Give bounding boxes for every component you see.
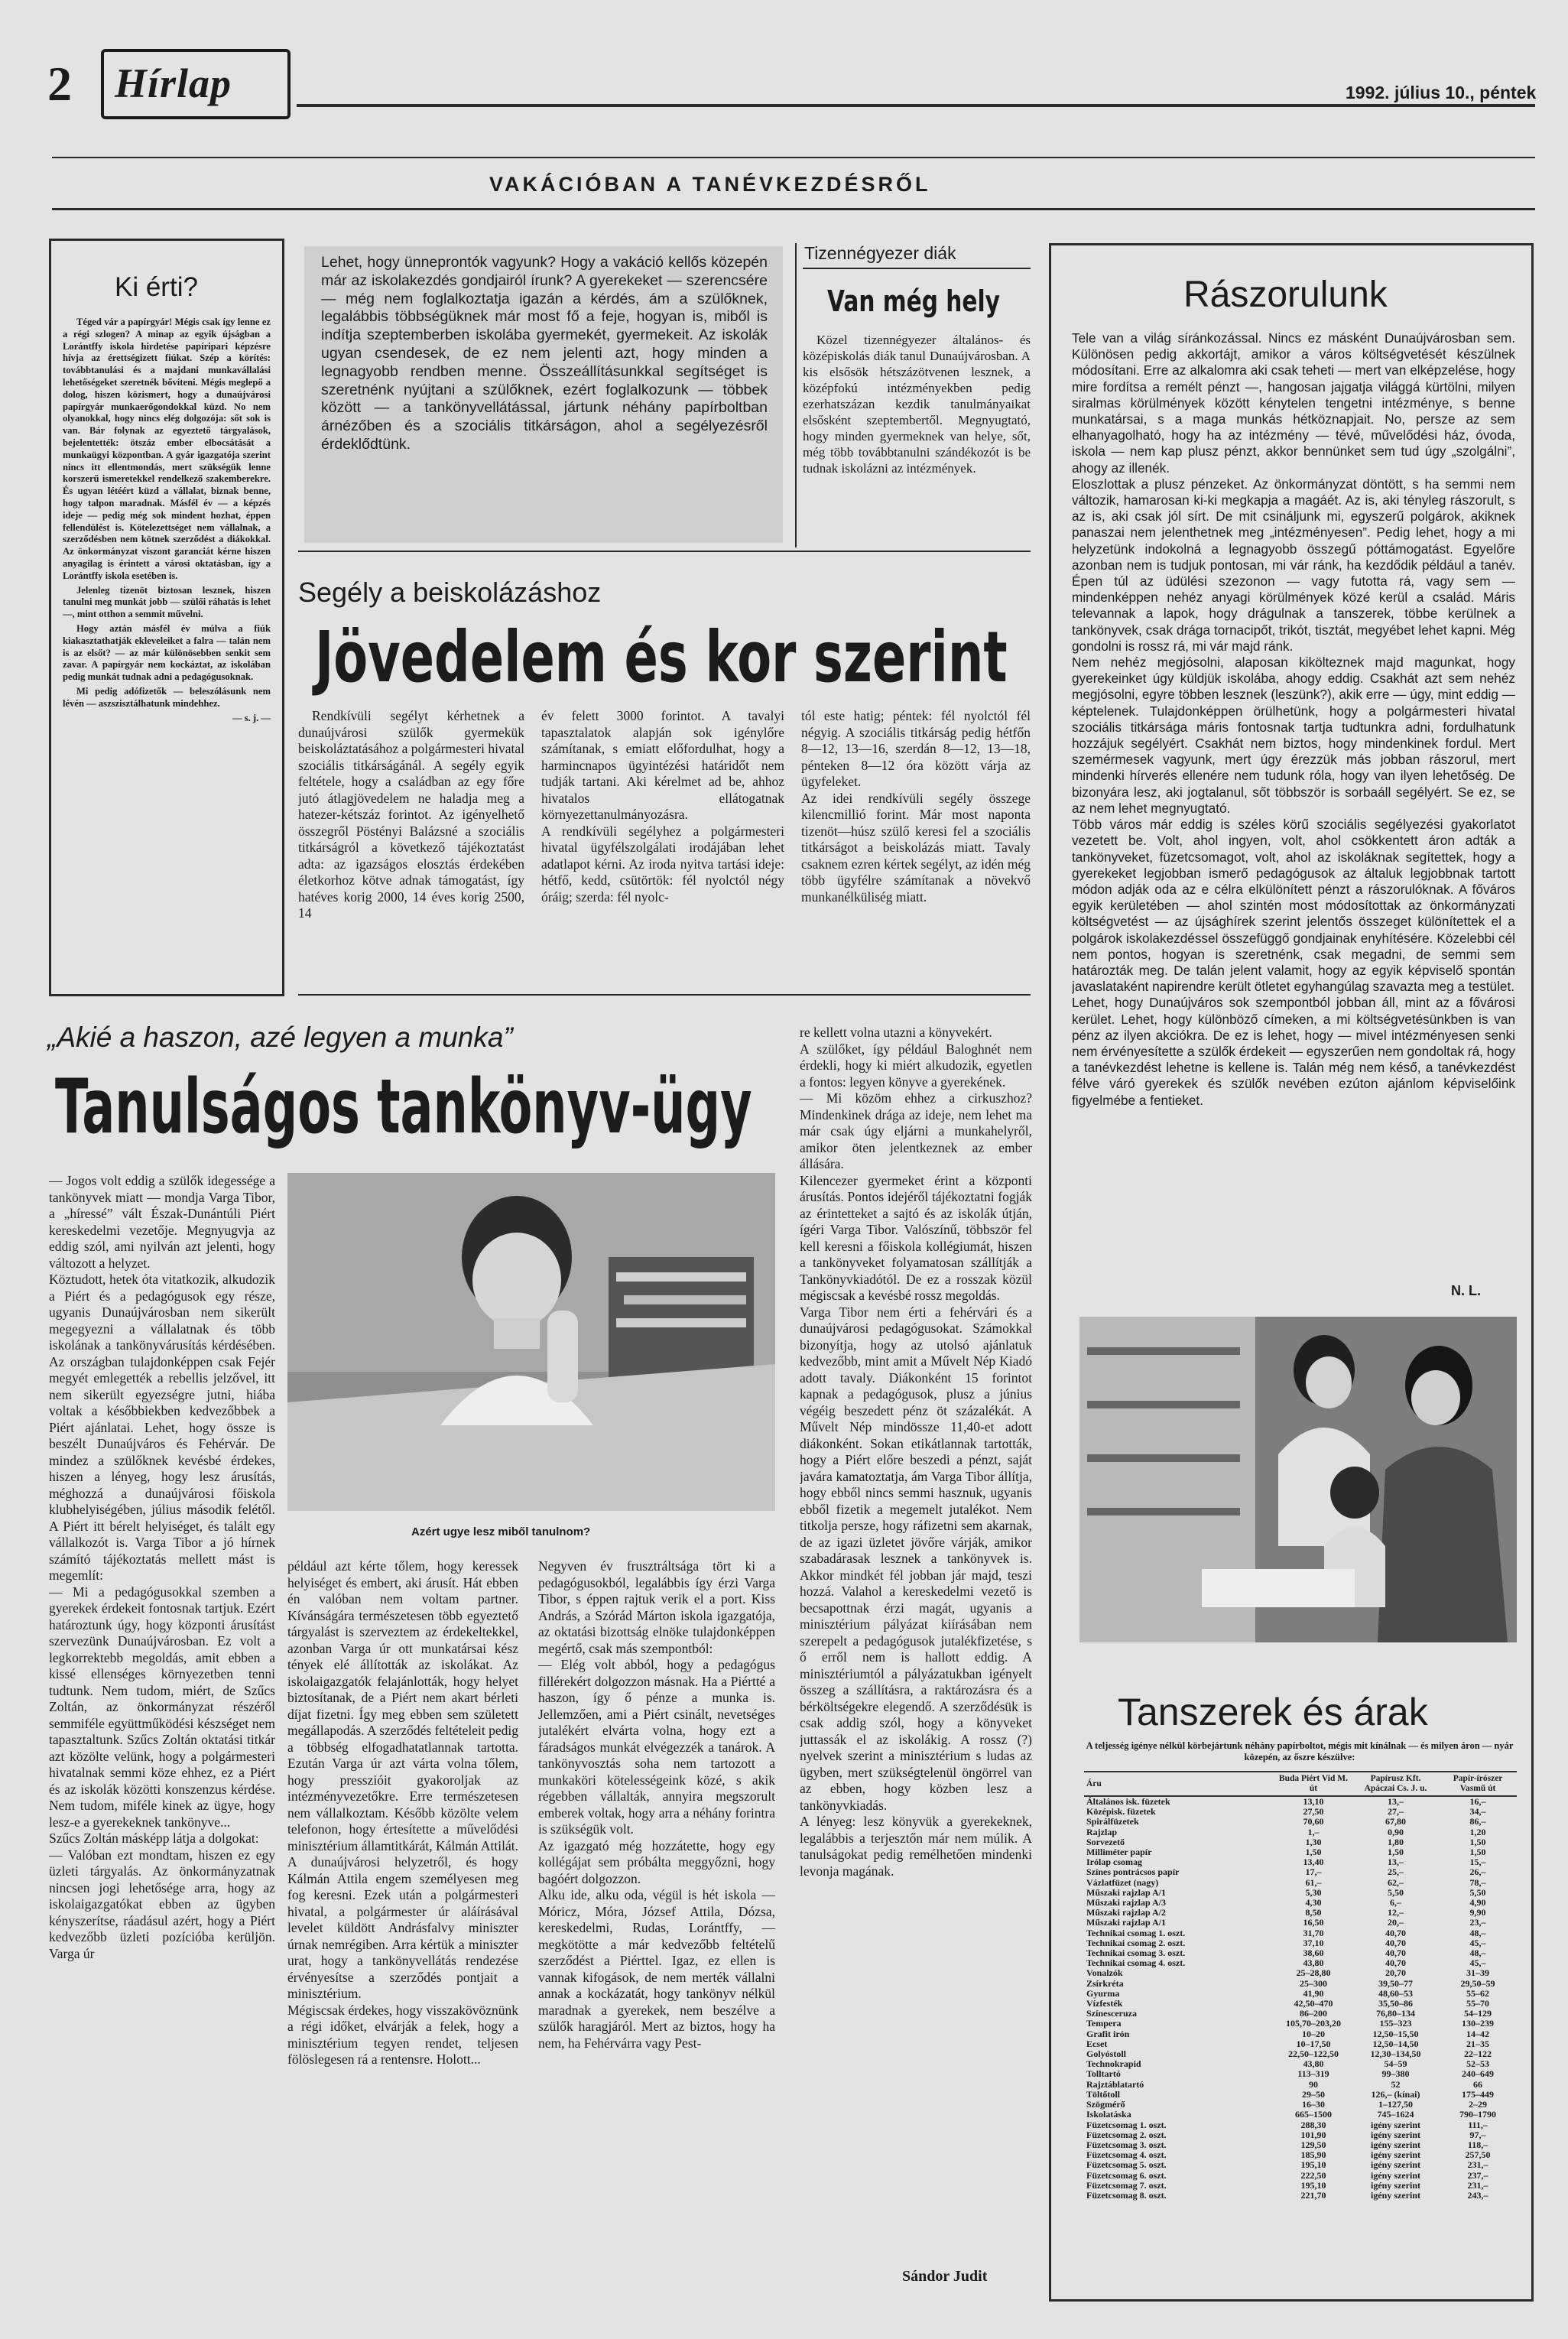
ki-erti-paragraph: Hogy aztán másfél év múlva a fiúk kiakasztathatják ekleveleiket a falra — talán nem is az elsőt? — az már különösebben senkit sem zavar. A papírgyár nem kockáztat, az iskolában pedig munkát tudnak adni a pedagógusoknak. bbox=[63, 622, 271, 683]
ki-erti-title: Ki érti? bbox=[115, 272, 198, 302]
price-cell: 1,80 bbox=[1388, 1836, 1404, 1847]
boy-photo-illustration bbox=[287, 1173, 775, 1511]
price-cell: 5,30 bbox=[1305, 1886, 1322, 1898]
price-cell: 221,70 bbox=[1300, 2189, 1326, 2201]
price-cell: igény szerint bbox=[1371, 2149, 1420, 2161]
ki-erti-signature: — s. j. — bbox=[232, 712, 271, 723]
price-cell: 665–1500 bbox=[1294, 2109, 1332, 2120]
item-name-cell: Zsírkréta bbox=[1086, 1977, 1124, 1989]
ki-erti-text bbox=[63, 317, 271, 966]
price-cell: 17,– bbox=[1305, 1866, 1322, 1878]
price-cell: 40,70 bbox=[1385, 1937, 1406, 1948]
item-name-cell: Gyurma bbox=[1086, 1987, 1120, 1999]
item-name-cell: Műszaki rajzlap A/1 bbox=[1086, 1917, 1166, 1928]
price-table-header bbox=[1084, 1772, 1517, 1796]
ki-erti-paragraph: Téged vár a papírgyár! Mégis csak így lenne ez a régi szlogen? A minap az egyik újságban a Lorántffy iskola hirdetése papíripari képzésre hívja az érettségizett fiúkat. Szép a körítés: továbbtanulási és a majdani munkavállalási lehetőségeket szeretnék bővíteni. Mégis meglepő a dolog, hiszen közismert, hogy a dunaújvárosi papírgyár munkaerőgondokkal küzd. No nem olyanokkal, hogy nincs elég dolgozója: sőt sok is van. Bár folynak az egyeztető tárgyalások, bejelentették: ötszáz ember elbocsátását a munkaügyi központban. A gyár igazgatója szerint nincs itt ellentmondás, mert szükségük lenne korszerű ismeretekkel rendelkező szakemberekre. És ugyan létéért küzd a vállalat, biznak benne, hogy talpon maradnak. Másfél év — a képzés ideje — pedig még sok mindent hozhat, éppen fellendülést is. Kötelezettséget nem vállalnak, a szerződésben nem kötnek szerződést a diákokkal. Az önkormányzat viszont garanciát kérne hiszen anyagilag is érintett a városi oktatásban, így a Lorántffy iskola esetében is. bbox=[63, 317, 271, 581]
price-table-wrap bbox=[1084, 1771, 1517, 2294]
price-cell: 34,– bbox=[1469, 1806, 1486, 1818]
price-cell: 29–50 bbox=[1301, 2088, 1325, 2100]
price-cell: 20,70 bbox=[1385, 1967, 1406, 1979]
item-name-cell: Technikai csomag 1. oszt. bbox=[1086, 1927, 1186, 1938]
segely-col2: év felett 3000 forintot. A tavalyi tapasztalatok alapján sok igénylőre számítanak, s emiatt előfordulhat, hogy a harmincnapos ügyintézési határidőt nem tudják tartani. Aki kérelmet ad be, ahhoz hivatalos ellátogatnak környezettanulmányozásra. A rendkívüli segélyhez a polgármesteri hivatal ügyfélszolgálati irodájában lehet adatlapot kérni. Az iroda nyitva tartási ideje: hétfő, kedd, csütörtök: fél nyolctól négy óráig; szerda: fél nyolc- bbox=[541, 708, 784, 905]
price-cell: 4,90 bbox=[1469, 1897, 1486, 1909]
price-cell: 39,50–77 bbox=[1378, 1977, 1413, 1989]
tankonyv-kicker: „Akié a haszon, azé legyen a munka” bbox=[47, 1022, 513, 1053]
table-row bbox=[1084, 1817, 1517, 1827]
price-table bbox=[1084, 1771, 1517, 2201]
price-cell: 42,50–470 bbox=[1294, 1998, 1333, 2009]
price-cell: 86,– bbox=[1469, 1816, 1486, 1827]
table-row bbox=[1084, 1878, 1517, 1888]
van-meg-hely-title: Van még hely bbox=[827, 284, 1000, 318]
price-cell: 16,50 bbox=[1303, 1917, 1324, 1928]
ki-erti-paragraph: Jelenleg tizenöt biztosan lesznek, hiszen tanulni meg munkát jobb — szülői ráhatás is lehet —, mint otthon a semmit művelni. bbox=[63, 584, 271, 620]
item-name-cell: Golyóstoll bbox=[1086, 2048, 1127, 2060]
table-row bbox=[1084, 1928, 1517, 1938]
price-cell: 12,50–15,50 bbox=[1372, 2028, 1419, 2039]
price-col-header: Papír-írószer Vasmű út bbox=[1439, 1772, 1517, 1796]
price-cell: 26,– bbox=[1469, 1866, 1486, 1878]
price-cell: igény szerint bbox=[1371, 2189, 1420, 2201]
price-cell: igény szerint bbox=[1371, 2119, 1420, 2130]
price-cell: 195,10 bbox=[1300, 2159, 1326, 2171]
price-cell: 90 bbox=[1308, 2078, 1318, 2090]
price-cell: 222,50 bbox=[1300, 2169, 1326, 2181]
price-cell: 54–129 bbox=[1464, 2008, 1492, 2019]
price-cell: 78,– bbox=[1469, 1876, 1486, 1888]
masthead-logo bbox=[101, 49, 291, 119]
price-cell: 21–35 bbox=[1466, 2038, 1490, 2049]
raszorulunk-title: Rászorulunk bbox=[1183, 275, 1388, 315]
price-cell: 16,– bbox=[1469, 1796, 1486, 1807]
item-name-cell: Grafit irón bbox=[1086, 2028, 1130, 2039]
item-name-cell: Füzetcsomag 8. oszt. bbox=[1086, 2189, 1167, 2201]
price-cell: 10–20 bbox=[1301, 2028, 1325, 2039]
item-name-cell: Műszaki rajzlap A/2 bbox=[1086, 1907, 1166, 1918]
table-row bbox=[1084, 2191, 1517, 2201]
price-cell: 27,50 bbox=[1303, 1806, 1324, 1818]
segely-col1: Rendkívüli segélyt kérhetnek a dunaújvárosi szülők gyermekük beiskoláztatásához a polgármesteri hivatal szociális titkárságánál. A segély egyik feltétele, hogy a családban az egy főre jutó átlagjövedelem ne haladja meg a hatezer-kétszáz forintot. Az igényelhető összegről Pöstényi Balázsné a szociális titkárságról a következő tájékoztatást adta: az igazságos elosztás érdekében életkorhoz kötve adnak támogatást, így hatéves korig 2000, 14 éves korig 2500, 14 bbox=[298, 708, 524, 921]
price-cell: 9,90 bbox=[1469, 1907, 1486, 1918]
price-cell: 101,90 bbox=[1300, 2129, 1326, 2140]
table-row bbox=[1084, 1796, 1517, 1807]
tankonyv-col4: re kellett volna utazni a könyvekért. A szülőket, így például Baloghnét nem érdekli, hogy ki miért alkudozik, egyetlen a fontos: legyen könyve a gyerekének. — Mi közöm ehhez a cirkuszhoz? Mindenkinek drága az ideje, nem lehet ma már csak úgy eljárni a munkahelyről, amikor öten jelentkeznek az ember állására. Kilencezer gyermeket érint a központi árusítás. Pontos idejéről tájékoztatni fogják az érintetteket a sajtó és az iskolák útján, ígéri Varga Tibor. Valószínű, többször fel kell keresni a főiskola kollégiumát, hiszen a tankönyveket folyamatosan szállítják a Tankönyvkiadótól. De ez a rosszak közül mégiscsak a kevésbé rossz megoldás. Varga Tibor nem érti a fehérvári és a dunaújvárosi pedagógusokat. Számokkal bizonyítja, hogy az utolsó ajánlatuk kedvezőbb, mint amit a Művelt Nép Kiadó adott tavaly. Diákonként 15 forintot kapnak a pedagógusok, plusz a június végéig beszedett pénz öt százalékát. A Művelt Nép mindössze 11,40-et adott diákonként. Sokan etikátlannak tartották, hogy a Piért előre beszedi a pénzt, saját javára kamatoztatja, ám Varga Tibor állítja, hogy ebből nincs semmi hasznuk, ugyanis ebből fizetik a megemelt jutalékot. Nem titkolja persze, hogy ráfizetni sem akarnak, de az igazi üzletet jövőre várják, amikor szabadárasak lesznek a tankönyvek is. Akkor mindkét fél jobban jár majd, teszi hozzá. Valahol a kereskedelmi vezető is becsapottnak érzi magát, ugyanis a minisztérium pályázat kiírásában nem szerepelt a pedagógusok jutalékfizetése, s ő erről nem is hallott eddig. A minisztériumtól a pályázatukban igényelt összeg a szállításra, a raktározásra és a bérköltségekre elegendő. A szerződésük is csak addig szól, hogy a könyveket juttassák el az iskolákig. A rossz (?) nyelvek szerint a minisztérium s ludas az ügyben, mert szükségtelenül öngörrel van az ebben, hogy közben lesz a tankönyvkiadás. A lényeg: lesz könyvük a gyerekeknek, legalábbis a terjesztőn már nem múlik. A tanulságokat pedig remélhetően mindenki levonja magának. bbox=[800, 1025, 1032, 1879]
item-name-cell: Vonalzók bbox=[1086, 1967, 1123, 1979]
item-name-cell: Füzetcsomag 1. oszt. bbox=[1086, 2119, 1167, 2130]
price-cell: 129,50 bbox=[1300, 2139, 1326, 2150]
raszorulunk-signature: N. L. bbox=[1451, 1283, 1481, 1298]
item-name-cell: Milliméter papír bbox=[1086, 1847, 1152, 1858]
price-cell: igény szerint bbox=[1371, 2139, 1420, 2150]
price-cell: 67,80 bbox=[1385, 1816, 1406, 1827]
price-cell: igény szerint bbox=[1371, 2159, 1420, 2171]
price-cell: 22,50–122,50 bbox=[1287, 2048, 1339, 2060]
intro-text: Lehet, hogy ünneprontók vagyunk? Hogy a vakáció kellős közepén már az iskolakezdés gondjairól írunk? A gyerekeket — szerencsére — még nem foglalkoztatja igazán a kérdés, ám a szülőknek, legalábbis többségüknek már most fő a feje, hogyan is, miből is indítja szeptemberben iskolába gyermekét, gyermekeit. Az iskolák ugyan csendesek, de ez nem jelenti azt, hogy minden a legnagyobb rendben menne. Összeállításunkkal segítséget is szeretnénk nyújtani a szülőknek, ezért foglalkozunk — többek között — a tankönyvellátással, jártunk néhány papírboltban árnézőben és a szociális titkárságon, ahol a segélyezésről érdeklődtünk. bbox=[321, 254, 768, 453]
price-cell: 45,– bbox=[1469, 1937, 1486, 1948]
van-meg-hely-rule bbox=[803, 268, 1031, 269]
price-cell: 6,– bbox=[1390, 1897, 1401, 1909]
price-col-header: Áru bbox=[1084, 1772, 1274, 1796]
item-name-cell: Töltőtoll bbox=[1086, 2088, 1120, 2100]
tankonyv-signature: Sándor Judit bbox=[902, 2268, 988, 2285]
price-cell: 10–17,50 bbox=[1296, 2038, 1331, 2049]
price-table-body bbox=[1084, 1796, 1517, 2201]
price-cell: 1–127,50 bbox=[1378, 2099, 1413, 2110]
price-cell: 240–649 bbox=[1462, 2068, 1495, 2080]
table-row bbox=[1084, 1918, 1517, 1928]
masthead-date: 1992. július 10., péntek bbox=[1346, 83, 1537, 102]
family-photo bbox=[1079, 1317, 1517, 1642]
segely-rule-top bbox=[298, 551, 1031, 552]
price-cell: 52 bbox=[1391, 2078, 1401, 2090]
price-cell: 43,80 bbox=[1303, 2058, 1324, 2070]
price-cell: 45,– bbox=[1469, 1957, 1486, 1969]
section-rule-bottom bbox=[52, 208, 1535, 210]
segely-title: Jövedelem és kor szerint bbox=[315, 616, 1008, 698]
page-number: 2 bbox=[47, 57, 72, 111]
item-name-cell: Iskolatáska bbox=[1086, 2109, 1131, 2120]
price-cell: 13,– bbox=[1388, 1796, 1404, 1807]
price-cell: 29,50–59 bbox=[1460, 1977, 1495, 1989]
price-cell: 55–70 bbox=[1466, 1998, 1490, 2009]
price-cell: 13,40 bbox=[1303, 1857, 1324, 1868]
segely-rule-bottom bbox=[298, 994, 1031, 996]
table-row bbox=[1084, 2090, 1517, 2100]
table-row bbox=[1084, 2080, 1517, 2090]
price-cell: 35,50–86 bbox=[1378, 1998, 1413, 2009]
price-cell: 14–42 bbox=[1466, 2028, 1490, 2039]
price-cell: 40,70 bbox=[1385, 1948, 1406, 1959]
item-name-cell: Technikai csomag 4. oszt. bbox=[1086, 1957, 1186, 1969]
item-name-cell: Műszaki rajzlap A/3 bbox=[1086, 1897, 1166, 1909]
segely-col3: tól este hatig; péntek: fél nyolctól fél négyig. A szociális titkárság pedig hétfőn 8—12, 13—16, szerdán 8—12, 13—18, pénteken 8—12 óra között várja az ügyfeleket. Az idei rendkívüli segély összege kilencmillió forint. Már most naponta tizenöt—húsz szülő keresi fel a szociális titkárságot a beiskolázás miatt. Tavaly csaknem ezren kértek segélyt, az idén még több ügyfélre számítanak a növekvő munkanélküliség miatt. bbox=[801, 708, 1031, 905]
item-name-cell: Technikai csomag 2. oszt. bbox=[1086, 1937, 1186, 1948]
price-cell: 1,50 bbox=[1469, 1847, 1486, 1858]
price-col-header: Papírusz Kft. Apáczai Cs. J. u. bbox=[1352, 1772, 1439, 1796]
price-cell: 22–122 bbox=[1464, 2048, 1492, 2060]
table-row bbox=[1084, 1968, 1517, 1978]
item-name-cell: Technokrapid bbox=[1086, 2058, 1141, 2070]
item-name-cell: Tolltartó bbox=[1086, 2068, 1121, 2080]
price-cell: 40,70 bbox=[1385, 1957, 1406, 1969]
price-cell: 55–62 bbox=[1466, 1987, 1490, 1999]
price-cell: 15,– bbox=[1469, 1857, 1486, 1868]
price-col-header: Buda Piért Vid M. út bbox=[1274, 1772, 1352, 1796]
price-cell: 0,90 bbox=[1388, 1826, 1404, 1837]
item-name-cell: Műszaki rajzlap A/1 bbox=[1086, 1886, 1166, 1898]
tankonyv-title: Tanulságos tankönyv-ügy bbox=[55, 1064, 752, 1151]
price-cell: 105,70–203,20 bbox=[1285, 2018, 1341, 2029]
van-meg-hely-divider bbox=[795, 243, 797, 547]
raszorulunk-text: Tele van a világ síránkozással. Nincs ez másként Dunaújvárosban sem. Különösen pedig akkortájt, amikor a város költségvetését készülnek módosítani. Erre az alkalomra aki csak teheti — mert van elképzelése, hogy mire fordítsa a remélt pénzt —, hangosan jajgatja világgá kürtölni, milyen siralmas körülmények között kénytelen tengetni intézménye, s benne munkatársai, s a maga munkás hétköznapjait. No, persze az sem elhanyagolható, hogy ha az intézmény — tévé, művelődési ház, óvoda, iskola — nem kap plusz pénzt, akkor bennünket sem tud úgy „szolgálni”, ahogy az illenék. Eloszlottak a plusz pénzeket. Az önkormányzat döntött, s ha semmi nem változik, hamarosan ki-ki megkapja a magáét. Az is, aki tényleg rászorult, s az is, aki csak jól sírt. De mit csináljunk mi, egyszerű polgárok, akiknek panaszai nem jelenthetnek meg „intézményesen”. Pedig lehet, hogy a mi helyzetünk indokolná a legnagyobb összegű póttámogatást. Egyelőre azonban nem is tudjuk pontosan, mi vár ránk, ha kezdődik például a tanév. Épen túl az üdülési szezonon — vagy futotta rá, vagy sem — mindenképpen nehéz anyagi körülmények közé kerül a család. Máris televannak a lapok, hogy drágulnak a tanszerek, többe kerülnek a tankönyvek, csak drága tornacipőt, trikót, tisztát, megyébet lehet kapni. Még gondolni is rossz rá, mi vár majd ránk. Nem nehéz megjósolni, alaposan kikölteznek majd magunkat, hogy gyerekeinket úgy küldjük iskolába, ahogy eddig. Csakhát azt sem nehéz megjósolni, egyre többen lesznek (leszünk?), akik erre — úgy, mint eddig — képtelenek. Tulajdonképpen örülhetünk, hogy a polgármesteri hivatal szociális titkársága máris fontosnak tartja tudtunkra adni, fordulhatunk hozzájuk segélyért. Csakhát nem biztos, hogy mindenkinek fordul. Mert szemérmesek vagyunk, mert úgy érezzük más jobban rászorul, mert mindenki hírverés ellenére nem tudunk róla, hogy van ilyen lehetőség. De bizonyára lesz, aki jogtalanul, sőt többször is sorbaáll segélyért. Se ez, se az nem lehet megnyugtató. Több város már eddig is széles körű szociális segélyezési gyakorlatot vezetett be. Volt, ahol ingyen, volt, ahol csökkentett áron adták a tankönyveket, füzetcsomagot, volt, ahol az iskoláknak segítettek, hogy a gyerekeket legjobban ismerő pedagógusok az általuk legjobbnak tartott módon adják oda az e célra elkülönített pénzt a rászorulóknak. A főváros egyik kerületében — ahol szintén most módosítottak az önkormányzati költségvetést — az újsághírek szerint jelentős összeget különítettek el a polgárok iskolakezdéssel összefüggő gondjainak enyhítésére. Közelebbi cél nem pontos, hogyan is szeretnénk, csak megadni, de semmi sem határozták meg. De talán jelent valamit, hogy az egyik képviselő spontán javaslataként napirendre került ötletet egyhangúlag szavazta meg a testület. Lehet, hogy Dunaújváros sok szempontból jobban áll, mint az a fővárosi kerület. Lehet, hogy különböző címeken, a mi költségvetésünkben is van pénz az ilyen akciókra. De ez is lehet, hogy — mivel intézményesen senki nem érvényesítette a szülők érdekeit — egyszerűen nem gondoltak rá, hogy a tanévkezdést lehetne is kellene is. Talán még nem késő, a tanévkezdést félve váró gyerekek és szülők nevében ezúton ajánlom képviselőink figyelmébe a fentieket. bbox=[1072, 330, 1515, 1108]
price-cell: 23,– bbox=[1469, 1917, 1486, 1928]
item-name-cell: Füzetcsomag 3. oszt. bbox=[1086, 2139, 1167, 2150]
price-cell: 1,50 bbox=[1388, 1847, 1404, 1858]
item-name-cell: Ecset bbox=[1086, 2038, 1108, 2049]
price-cell: 175–449 bbox=[1462, 2088, 1495, 2100]
price-cell: 790–1790 bbox=[1459, 2109, 1497, 2120]
table-row bbox=[1084, 1867, 1517, 1877]
family-photo-illustration bbox=[1079, 1317, 1517, 1642]
table-row bbox=[1084, 2181, 1517, 2191]
tankonyv-col2: például azt kérte tőlem, hogy keressek helyiséget és embert, aki árusít. Hát ebben én valóban nem voltam partner. Kívánságára természetesen több egyeztető tárgyalást is szerveztem az érdekeltekkel, azonban Varga úr ott munkatársai kész tények elé állították az iskolákat. Az iskolaigazgatók felajánlották, hogy helyet biztosítanak, de a Piért nem akart bérleti díjat fizetni. Így meg ebben sem született megállapodás. A szerződés feltételeit pedig a többség elfogadhatatlannak tartotta. Ezután Varga úr azt várta volna tőlem, hogy presszióit gyakoroljak az intézményvezetőkre. Erre természetesen nem vállalkoztam. Később közölte velem telefonon, hogy értesítette a művelődési minisztérium államtitkárát, Kálmán Attilát. A dunaújvárosi helyzetről, és hogy Kálmán Attila engem személyesen meg fog keresni. Ezek után a polgármesteri hivatal, a polgármester úr aláírásával levelet küldött Andrásfalvy miniszter úrnak nemrégiben. Arra kértük a miniszter urat, hogy a tankönyvellátás rendezése érvényesítse a szerződés pontjait a minisztérium. Mégiscsak érdekes, hogy visszakövöznünk a régi időket, elvárják a felek, hogy a minisztérium tegyen rendet, teljesen fölöslegesen rá a rentensre. Holott... bbox=[287, 1558, 518, 2067]
price-cell: 4,30 bbox=[1305, 1897, 1322, 1909]
price-cell: 231,– bbox=[1467, 2179, 1488, 2191]
item-name-cell: Füzetcsomag 4. oszt. bbox=[1086, 2149, 1167, 2161]
section-rule-top bbox=[52, 157, 1535, 158]
item-name-cell: Spirálfüzetek bbox=[1086, 1816, 1139, 1827]
price-cell: 52–53 bbox=[1466, 2058, 1490, 2070]
price-cell: 113–319 bbox=[1297, 2068, 1329, 2080]
item-name-cell: Füzetcsomag 5. oszt. bbox=[1086, 2159, 1167, 2171]
item-name-cell: Általános isk. füzetek bbox=[1086, 1796, 1170, 1807]
table-row bbox=[1084, 2130, 1517, 2140]
price-cell: 185,90 bbox=[1300, 2149, 1326, 2161]
price-cell: 5,50 bbox=[1469, 1886, 1486, 1898]
item-name-cell: Füzetcsomag 2. oszt. bbox=[1086, 2129, 1167, 2140]
price-cell: 1,30 bbox=[1305, 1836, 1322, 1847]
item-name-cell: Rajzlap bbox=[1086, 1826, 1117, 1837]
price-cell: 20,– bbox=[1388, 1917, 1404, 1928]
price-cell: 1,– bbox=[1307, 1826, 1320, 1837]
table-row bbox=[1084, 2029, 1517, 2039]
price-cell: 12,50–14,50 bbox=[1372, 2038, 1419, 2049]
price-cell: 25–28,80 bbox=[1296, 1967, 1331, 1979]
item-name-cell: Technikai csomag 3. oszt. bbox=[1086, 1948, 1186, 1959]
price-cell: 61,– bbox=[1305, 1876, 1322, 1888]
price-cell: 12,30–134,50 bbox=[1370, 2048, 1421, 2060]
price-cell: 13,10 bbox=[1303, 1796, 1324, 1807]
price-cell: 237,– bbox=[1467, 2169, 1488, 2181]
price-cell: 13,– bbox=[1388, 1857, 1404, 1868]
item-name-cell: Irólap csomag bbox=[1086, 1857, 1142, 1868]
price-cell: igény szerint bbox=[1371, 2169, 1420, 2181]
van-meg-hely-text: Közel tizennégyezer általános- és középiskolás diák tanul Dunaújvárosban. A kis elsősök hétszázötvenen lesznek, a középfokú intézményekben pedig ezerhatszázan kezdik tanulmányaikat elsősként szeptembertől. Megnyugtató, hogy minden gyermeknek van helye, sőt, még több továbbtanulni szándékozót is be tudnak iskolázni az intézmények. bbox=[803, 333, 1031, 476]
table-row bbox=[1084, 2120, 1517, 2130]
price-cell: 243,– bbox=[1467, 2189, 1488, 2201]
price-cell: 62,– bbox=[1388, 1876, 1404, 1888]
price-cell: 257,50 bbox=[1465, 2149, 1491, 2161]
table-row bbox=[1084, 2110, 1517, 2120]
item-name-cell: Színesceruza bbox=[1086, 2008, 1137, 2019]
van-meg-hely-kicker: Tizennégyezer diák bbox=[804, 243, 956, 263]
price-cell: 40,70 bbox=[1385, 1927, 1406, 1938]
price-cell: 12,– bbox=[1388, 1907, 1404, 1918]
price-cell: 25–300 bbox=[1299, 1977, 1327, 1989]
photo-caption: Azért ugye lesz miből tanulnom? bbox=[411, 1525, 591, 1538]
section-title: VAKÁCIÓBAN A TANÉVKEZDÉSRŐL bbox=[489, 173, 931, 196]
price-cell: igény szerint bbox=[1371, 2179, 1420, 2191]
tankonyv-col1: — Jogos volt eddig a szülők idegessége a tankönyvek miatt — mondja Varga Tibor, a „híressé” vált Észak-Dunántúli Piért kereskedelmi vezetője. Megnyugvja az eddig szól, ami nyilván azt jelenti, hogy változott a helyzet. Köztudott, hetek óta vitatkozik, alkudozik a Piért és a pedagógusok egy része, ugyanis Dunaújvárosban nem sikerült megegyezni a vállalatnak és több iskolának a tankönyvárusítás kérdésében. Az országban tulajdonképpen csak Fejér megyét emlegették a rebellis jelzővel, itt nem sikerült egyezségre jutni, hiába voltak a későbbiekben kedvezőbbek a Piért ajánlatai. Lehet, hogy össze is beszélt Dunaújváros és Fehérvár. De mindez a szülőknek kevésbé érdekes, hiszen a lényeg, hogy lesz árusítás, méghozzá a dunaújvárosi főiskola klubhelyiségében, július második felétől. A Piért itt bérelt helyiséget, és talált egy vállalkozót is. Varga Tibor a jó hírnek számító tájékoztatás mellett mást is megemlít: — Mi a pedagógusokkal szemben a gyerekek érdekeit fontosnak tartjuk. Ezért határoztunk úgy, hogy központi árusítást szervezünk Dunaújvárosban. Ez volt a legkorrektebb megoldás, amit ebben a kissé ellenséges környezetben tenni tudtunk. Nem tudom, miért, de Szűcs Zoltán, az önkormányzat részéről semmiféle együttműködési készséget nem tapasztaltunk. Szűcs Zoltán oktatási titkár azt közölte velünk, hogy a polgármesteri hivatalnak semmi köze ehhez, ez a Piért és az iskolák közötti konszenzus kérdése. Nem tudom, miféle kinek az ügye, hogy lesz-e a gyerekeknek tankönyve... Szűcs Zoltán másképp látja a dolgokat: — Valóban ezt mondtam, hiszen ez egy üzleti tárgyalás. Az önkormányzatnak nincsen jogi lehetősége arra, hogy az iskolaigazgatókat ebben az ügyben kényszerítse, ráadásul azért, hogy a Piért kedvezőbb üzleti pozícióba kerüljön. Varga úr bbox=[49, 1173, 275, 1961]
masthead-rule bbox=[297, 104, 1535, 107]
price-cell: 231,– bbox=[1467, 2159, 1488, 2171]
price-cell: 1,50 bbox=[1305, 1847, 1322, 1858]
price-cell: 16–30 bbox=[1301, 2099, 1325, 2110]
item-name-cell: Füzetcsomag 6. oszt. bbox=[1086, 2169, 1167, 2181]
price-cell: 288,30 bbox=[1300, 2119, 1326, 2130]
price-cell: 37,10 bbox=[1303, 1937, 1324, 1948]
segely-kicker: Segély a beiskolázáshoz bbox=[298, 577, 602, 608]
price-cell: 1,50 bbox=[1469, 1836, 1486, 1847]
price-cell: 97,– bbox=[1469, 2129, 1486, 2140]
price-cell: 745–1624 bbox=[1377, 2109, 1414, 2120]
ki-erti-paragraph: Mi pedig adófizetők — beleszólásunk nem lévén — aszszisztálhatunk mindehhez. bbox=[63, 685, 271, 709]
tanszerek-title: Tanszerek és árak bbox=[1118, 1691, 1428, 1733]
price-cell: 1,20 bbox=[1469, 1826, 1486, 1837]
table-row bbox=[1084, 2019, 1517, 2029]
table-row bbox=[1084, 2069, 1517, 2079]
item-name-cell: Sorvezető bbox=[1086, 1836, 1125, 1847]
table-row bbox=[1084, 1847, 1517, 1857]
item-name-cell: Színes pontrácsos papír bbox=[1086, 1866, 1180, 1878]
price-cell: 130–239 bbox=[1462, 2018, 1495, 2029]
item-name-cell: Rajztáblatartó bbox=[1086, 2078, 1144, 2090]
price-cell: 5,50 bbox=[1388, 1886, 1404, 1898]
tanszerek-subtitle: A teljesség igénye nélkül körbejártunk néhány papírboltot, mégis mit kínálnak — és milyen áron — nyár közepén, az őszre készülve: bbox=[1086, 1740, 1514, 1762]
item-name-cell: Vízfesték bbox=[1086, 1998, 1123, 2009]
price-cell: 66 bbox=[1473, 2078, 1483, 2090]
price-cell: 41,90 bbox=[1303, 1987, 1324, 1999]
price-cell: 31,70 bbox=[1303, 1927, 1324, 1938]
table-row bbox=[1084, 2049, 1517, 2059]
price-cell: 43,80 bbox=[1303, 1957, 1324, 1969]
item-name-cell: Vázlatfüzet (nagy) bbox=[1086, 1876, 1159, 1888]
price-cell: 48,– bbox=[1469, 1948, 1486, 1959]
table-row bbox=[1084, 2160, 1517, 2170]
price-cell: 2–29 bbox=[1469, 2099, 1488, 2110]
price-cell: igény szerint bbox=[1371, 2129, 1420, 2140]
price-cell: 111,– bbox=[1468, 2119, 1488, 2130]
price-cell: 126,– (kínai) bbox=[1371, 2088, 1420, 2100]
masthead-logo-text: Hírlap bbox=[115, 60, 232, 106]
price-cell: 31–39 bbox=[1466, 1967, 1490, 1979]
tankonyv-col3: Negyven év frusztráltsága tört ki a pedagógusokból, legalábbis így érzi Varga Tibor, s éppen rajtuk verik el a port. Kiss András, a Szórád Márton iskola igazgatója, az oktatási bizottság elnöke tulajdonképpen megértő, csak más szempontból: — Elég volt abból, hogy a pedagógus fillérekért dolgozzon másnak. Ha a Piértté a haszon, így ő pénze a munka is. Jellemzően, ami a Piért csinált, nevetséges jutalékért elvárta volna, hogy ezt a fáradságos munkát elvégezzék a tanárok. A tankönyvosztás soha nem tartozott a munkaköri kötelességeink közé, s akik régebben vállalták, annyira megszorult emberek voltak, hogy arra a néhány forintra is szükségük volt. Az igazgató még hozzátette, hogy egy kollégájat sem próbálta meggyőzni, hogy bagóért dolgozzon. Alku ide, alku oda, végül is hét iskola — Móricz, Móra, József Attila, Dózsa, kereskedelmi, Rudas, Lorántffy, — megkötötte a már kedvezőbb feltételű szerződést a Piérttel. Igaz, ez ellen is vannak kifogások, de nem merték vállalni annak a kockázatát, hogy tankönyv nélkül maradnak a gyerekek, nem beszélve a szülők haragjáról. Mert az biztos, hogy ha nem, ha Fehérvárra vagy Pest- bbox=[538, 1558, 775, 2051]
item-name-cell: Középisk. füzetek bbox=[1086, 1806, 1156, 1818]
item-name-cell: Tempera bbox=[1086, 2018, 1122, 2029]
table-row bbox=[1084, 1807, 1517, 1817]
price-cell: 38,60 bbox=[1303, 1948, 1324, 1959]
table-row bbox=[1084, 1827, 1517, 1837]
table-row bbox=[1084, 2171, 1517, 2181]
price-cell: 155–323 bbox=[1379, 2018, 1412, 2029]
item-name-cell: Füzetcsomag 7. oszt. bbox=[1086, 2179, 1167, 2191]
price-cell: 99–380 bbox=[1381, 2068, 1410, 2080]
price-cell: 76,80–134 bbox=[1376, 2008, 1415, 2019]
price-cell: 27,– bbox=[1388, 1806, 1404, 1818]
price-cell: 48,60–53 bbox=[1378, 1987, 1413, 1999]
item-name-cell: Szögmérő bbox=[1086, 2099, 1125, 2110]
boy-photo bbox=[287, 1173, 775, 1511]
price-cell: 48,– bbox=[1469, 1927, 1486, 1938]
price-cell: 86–200 bbox=[1299, 2008, 1327, 2019]
table-row bbox=[1084, 1979, 1517, 1989]
price-cell: 118,– bbox=[1467, 2139, 1488, 2150]
price-cell: 8,50 bbox=[1305, 1907, 1322, 1918]
price-cell: 25,– bbox=[1388, 1866, 1404, 1878]
price-cell: 54–59 bbox=[1384, 2058, 1407, 2070]
price-cell: 70,60 bbox=[1303, 1816, 1324, 1827]
price-cell: 195,10 bbox=[1300, 2179, 1326, 2191]
